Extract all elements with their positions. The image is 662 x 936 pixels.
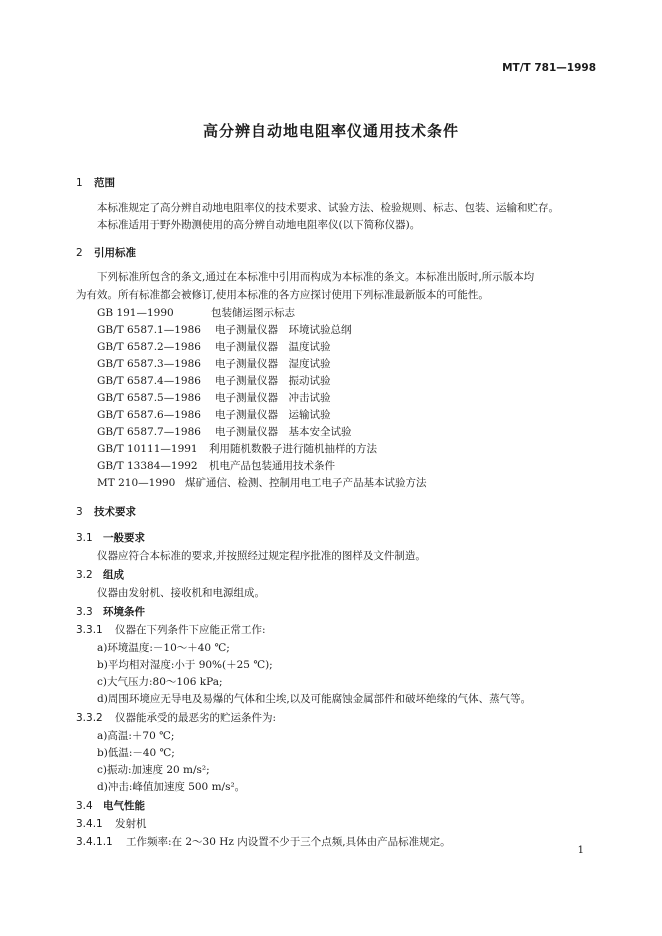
subsection-title: 一般要求 — [103, 532, 145, 544]
subsection-heading — [76, 567, 124, 582]
reference-code: GB/T 6587.1—1986 — [97, 324, 201, 336]
clause — [76, 834, 451, 849]
reference-item — [97, 390, 331, 405]
paragraph: 本标准适用于野外勘测使用的高分辨自动地电阻率仪(以下简称仪器)。 — [97, 219, 421, 231]
reference-item — [97, 322, 352, 337]
clause-number: 3.4.1.1 — [76, 836, 113, 848]
paragraph: 为有效。所有标准都会被修订,使用本标准的各方应探讨使用下列标准最新版本的可能性。 — [76, 289, 489, 301]
clause-text: 仪器能承受的最恶劣的贮运条件为: — [115, 712, 277, 724]
subsection-number: 3.1 — [76, 532, 93, 544]
section-title: 引用标准 — [94, 247, 136, 259]
standard-number: MT/T 781—1998 — [502, 62, 596, 74]
reference-code: GB/T 6587.7—1986 — [97, 426, 201, 438]
subsection-number: 3.4 — [76, 800, 93, 812]
list-item: c)振动:加速度 20 m/s²; — [97, 764, 210, 776]
reference-title: 电子测量仪器 冲击试验 — [215, 392, 331, 404]
clause — [76, 622, 266, 637]
subsection-heading — [76, 530, 145, 545]
reference-item — [97, 407, 331, 422]
reference-title: 煤矿通信、检测、控制用电工电子产品基本试验方法 — [185, 477, 427, 489]
page-number: 1 — [577, 845, 584, 856]
section-number: 2 — [76, 247, 83, 259]
subsection-number: 3.3 — [76, 606, 93, 618]
subsection-heading — [76, 798, 145, 813]
reference-title: 电子测量仪器 基本安全试验 — [215, 426, 352, 438]
reference-code: GB/T 6587.6—1986 — [97, 409, 201, 421]
list-item: a)高温:＋70 ℃; — [97, 730, 175, 742]
list-item: d)冲击:峰值加速度 500 m/s²。 — [97, 781, 246, 793]
subsection-heading — [76, 604, 145, 619]
reference-title: 机电产品包装通用技术条件 — [209, 460, 335, 472]
list-item: b)低温:－40 ℃; — [97, 747, 175, 759]
section-2-heading — [76, 245, 136, 260]
section-title: 范围 — [94, 177, 115, 189]
reference-item — [97, 373, 331, 388]
section-1-heading — [76, 175, 115, 190]
reference-code: GB/T 6587.3—1986 — [97, 358, 201, 370]
paragraph: 仪器应符合本标准的要求,并按照经过规定程序批准的图样及文件制造。 — [97, 550, 426, 562]
list-item: b)平均相对湿度:小于 90%(＋25 ℃); — [97, 659, 273, 671]
reference-title: 电子测量仪器 湿度试验 — [215, 358, 331, 370]
reference-item — [97, 475, 427, 490]
subsection-title: 电气性能 — [103, 800, 145, 812]
clause — [76, 816, 147, 831]
clause-number: 3.4.1 — [76, 818, 103, 830]
section-number: 1 — [76, 177, 83, 189]
reference-title: 电子测量仪器 振动试验 — [215, 375, 331, 387]
reference-item — [97, 339, 331, 354]
reference-code: GB/T 6587.4—1986 — [97, 375, 201, 387]
section-3-heading — [76, 504, 136, 519]
reference-item — [97, 424, 352, 439]
subsection-title: 环境条件 — [103, 606, 145, 618]
reference-title: 电子测量仪器 温度试验 — [215, 341, 331, 353]
reference-title: 电子测量仪器 环境试验总纲 — [215, 324, 352, 336]
reference-title: 电子测量仪器 运输试验 — [215, 409, 331, 421]
reference-code: GB/T 10111—1991 — [97, 443, 198, 455]
paragraph: 下列标准所包含的条文,通过在本标准中引用而构成为本标准的条文。本标准出版时,所示版本均 — [97, 271, 535, 283]
clause-text: 仪器在下列条件下应能正常工作: — [115, 624, 266, 636]
paragraph: 仪器由发射机、接收机和电源组成。 — [97, 587, 265, 599]
reference-item — [97, 356, 331, 371]
clause — [76, 710, 276, 725]
clause-text: 工作频率:在 2～30 Hz 内设置不少于三个点频,具体由产品标准规定。 — [126, 836, 451, 848]
section-title: 技术要求 — [94, 506, 136, 518]
reference-code: GB/T 13384—1992 — [97, 460, 198, 472]
reference-code: GB 191—1990 — [97, 307, 174, 319]
reference-code: GB/T 6587.2—1986 — [97, 341, 201, 353]
list-item: a)环境温度:－10～＋40 ℃; — [97, 642, 230, 654]
reference-code: GB/T 6587.5—1986 — [97, 392, 201, 404]
section-number: 3 — [76, 506, 83, 518]
subsection-number: 3.2 — [76, 569, 93, 581]
document-title: 高分辨自动地电阻率仪通用技术条件 — [202, 122, 459, 140]
subsection-title: 组成 — [103, 569, 124, 581]
clause-number: 3.3.1 — [76, 624, 103, 636]
clause-number: 3.3.2 — [76, 712, 103, 724]
clause-text: 发射机 — [115, 818, 147, 830]
reference-item — [97, 441, 377, 456]
list-item: d)周围环境应无导电及易爆的气体和尘埃,以及可能腐蚀金属部件和破坏绝缘的气体、蒸气等。 — [97, 693, 532, 705]
reference-item — [97, 458, 335, 473]
reference-title: 包装储运图示标志 — [211, 307, 295, 319]
reference-item — [97, 305, 295, 320]
list-item: c)大气压力:80～106 kPa; — [97, 676, 223, 688]
paragraph: 本标准规定了高分辨自动地电阻率仪的技术要求、试验方法、检验规则、标志、包装、运输和贮存。 — [97, 202, 559, 214]
reference-title: 利用随机数骰子进行随机抽样的方法 — [209, 443, 377, 455]
reference-code: MT 210—1990 — [97, 477, 176, 489]
